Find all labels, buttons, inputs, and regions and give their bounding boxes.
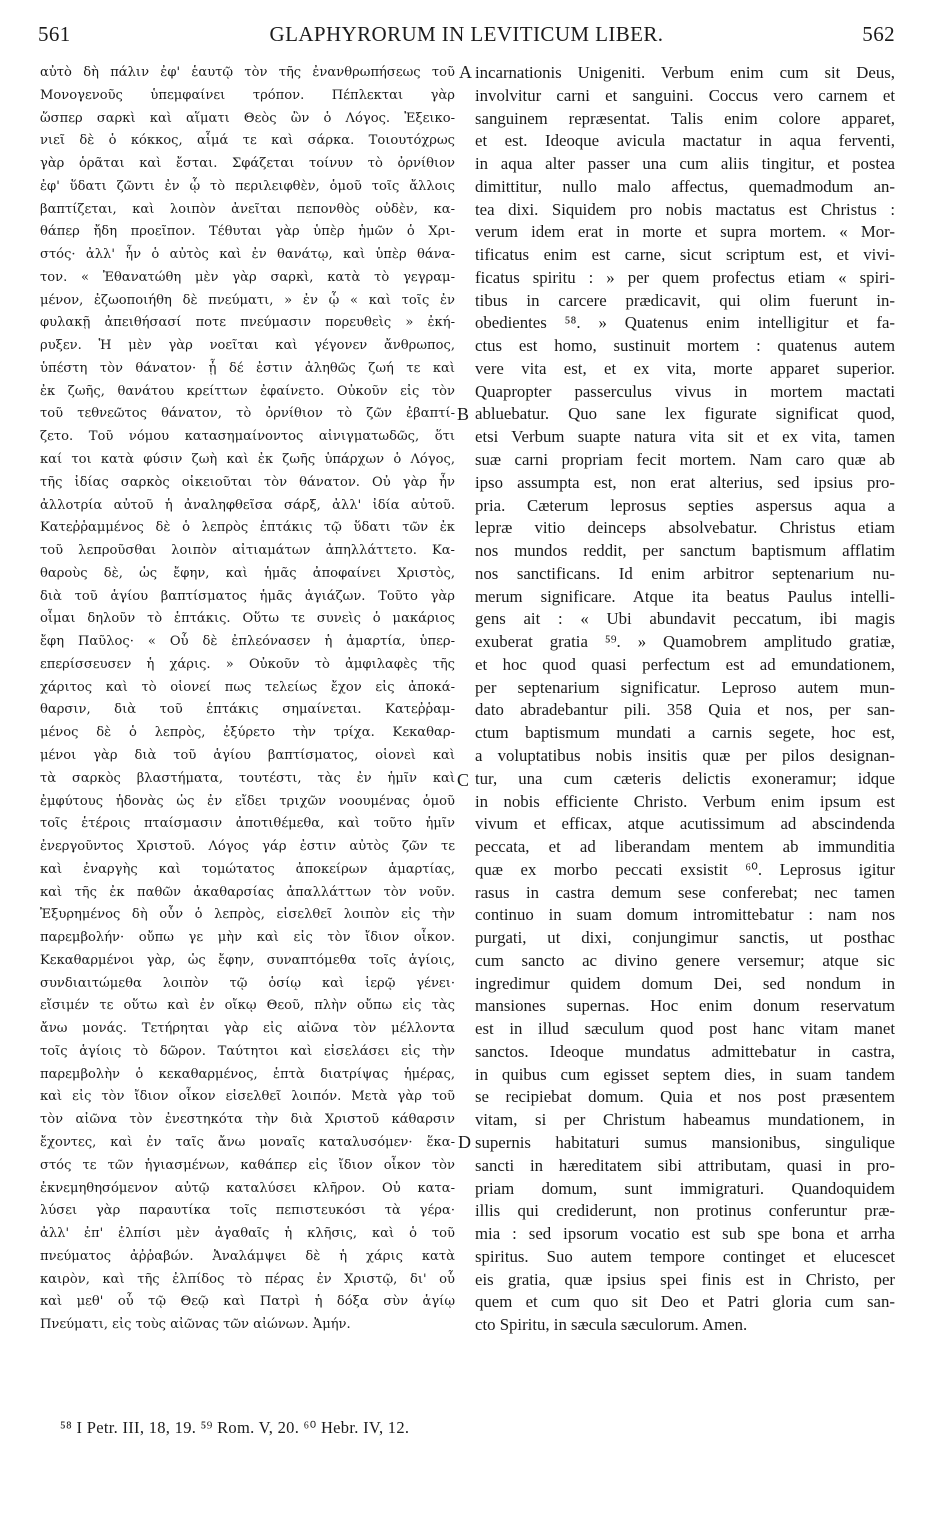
text-line: sanctos. Ideoque mundatus admittebatur in castra, xyxy=(475,1041,895,1061)
text-line: θαρσιν, διὰ τοῦ ἑπτάκις σημαίνεται. Κατεῤῥαμ- xyxy=(40,702,455,718)
text-line: στός· ἀλλ' ἦν ὁ αὐτὸς καὶ ἐν θανάτῳ, καὶ ὑπὲρ θάνα- xyxy=(40,247,455,263)
text-line: ἔφη Παῦλος· « Οὗ δὲ ἐπλεόνασεν ἡ ἁμαρτία, ὑπερ- xyxy=(40,634,455,650)
text-line: θάπερ ἤδη προεῖπον. Τέθυται γὰρ ὑπὲρ ἡμῶν ὁ Χρι- xyxy=(40,224,455,240)
text-line: καὶ εἰς τὸν ἴδιον οἶκον εἰσελθεῖ λοιπόν. Μετὰ γὰρ τοῦ xyxy=(40,1089,455,1105)
text-line: in aqua alter passer una cum aliis tingitur, et postea xyxy=(475,154,895,174)
text-line: ζετο. Τοῦ νόμου κατασημαίνοντος αἰνιγματωδῶς, ὅτι xyxy=(40,429,455,445)
text-line: νιεῖ δὲ ὁ κόκκος, αἷμά τε καὶ σάρκα. Τοιουτόχρως xyxy=(40,133,455,149)
text-line: lepræ vitio deinceps absolvebatur. Christus etiam xyxy=(475,518,895,538)
text-line: καιρὸν, καὶ τῆς ἐλπίδος τὸ πέρας ἐν Χριστῷ, δι' οὗ xyxy=(40,1271,455,1287)
margin-letter-c: C xyxy=(457,770,470,790)
text-line: οἶμαι δηλοῦν τὸ ἑπτάκις. Οὕτω τε συνεὶς ὁ μακάριος xyxy=(40,611,455,627)
text-line: συνδιαιτώμεθα λοιπὸν τῷ ὁσίῳ καὶ ἱερῷ γένει· xyxy=(40,975,455,991)
text-line: τὸν αἰῶνα τὸν ἐνεστηκότα τὴν διὰ Χριστοῦ κάθαρσιν xyxy=(40,1112,455,1128)
text-line: et hoc quod quasi perfectum est ad emundationem, xyxy=(475,654,895,674)
text-line: illis qui crediderunt, non protinus conferuntur præ- xyxy=(475,1201,895,1221)
text-line: Quapropter passerculus vivus in mortem mactati xyxy=(475,381,895,401)
text-line: cum sancto ac divino genere versemur; atque sic xyxy=(475,950,895,970)
text-line: αὐτὸ δὴ πάλιν ἐφ' ἑαυτῷ τὸν τῆς ἐνανθρωπήσεως τοῦ xyxy=(40,65,455,80)
text-line: abluebatur. Quo sane lex figurate significat quod, xyxy=(475,404,895,424)
text-line: pria. Cæterum leprosus septies aspersus aqua a xyxy=(475,495,895,515)
footnotes: ⁵⁸ I Petr. III, 18, 19. ⁵⁹ Rom. V, 20. ⁶⁰ Hebr. IV, 12. xyxy=(60,1418,410,1437)
text-line: στός τε τῶν ἡγιασμένων, καθάπερ εἰς ἴδιον οἶκον τὸν xyxy=(40,1157,455,1173)
text-line: vivum et efficax, atque acutissimum ad abscindenda xyxy=(475,814,895,834)
text-line: purgati, ut dixi, conjungimur sanctis, ut posthac xyxy=(475,928,895,948)
text-line: μένοι γὰρ διὰ τοῦ ἁγίου βαπτίσματος, οἱονεὶ καὶ xyxy=(40,747,455,763)
text-line: per septenarium significatur. Leproso autem mun- xyxy=(475,677,895,697)
text-line: tea dixi. Siquidem pro nobis mactatus est Christus : xyxy=(475,199,895,219)
text-line: τοῖς ἁγίοις τὸ δῶρον. Ταύτητοι καὶ εἰσελάσει εἰς τὴν xyxy=(40,1043,455,1059)
text-line: βαπτίζεται, καὶ λοιπὸν ἀνεῖται πεπονθὸς οὐδὲν, κα- xyxy=(40,201,455,217)
text-line: vitam, si per Christum habeamus mundationem, in xyxy=(475,1110,895,1130)
page-number-right: 562 xyxy=(862,22,895,46)
latin-text-column xyxy=(475,62,895,1337)
margin-letter-b: B xyxy=(457,404,470,424)
text-line: Κεκαθαρμένοι γὰρ, ὡς ἔφην, συναπτόμεθα τοῖς ἁγίοις, xyxy=(40,952,455,968)
text-line: ὥσπερ σαρκὶ καὶ αἵματι Θεὸς ὢν ὁ Λόγος. Ἐξεικο- xyxy=(40,110,455,126)
text-line: πνεύματος ἀῤῥαβών. Ἀναλάμψει δὲ ἡ χάρις κατὰ xyxy=(40,1248,455,1264)
text-line: mia : sed ipsorum vocatio est sub spe bona et arrha xyxy=(475,1224,895,1244)
text-line: suæ carni propriam fecit mortem. Nam caro quæ ab xyxy=(475,450,895,470)
text-line: μένον, ἐζωοποιήθη δὲ πνεύματι, » ἐν ᾧ « καὶ τοῖς ἐν xyxy=(40,292,455,308)
text-line: dato abradebantur pili. 358 Quia et nos, per san- xyxy=(475,700,895,720)
text-line: tificatus enim est carne, sicut scriptum est, et vivi- xyxy=(475,245,895,265)
text-line: tibus in carcere prædicavit, qui olim fuerunt in- xyxy=(475,290,895,310)
text-line: ἐκνεμηθησόμενον αὐτῷ καταλύσει κλῆρον. Οὐ κατα- xyxy=(40,1180,455,1196)
text-line: ficatus spiritu : » per quem profectus etiam « spiri- xyxy=(475,267,895,287)
text-line: quem et cum quo sit Deo et Patri gloria cum san- xyxy=(475,1292,895,1312)
text-line: obedientes ⁵⁸. » Quatenus enim intelligitur et fa- xyxy=(475,313,895,333)
text-line: Πνεύματι, εἰς τοὺς αἰῶνας τῶν αἰώνων. Ἀμήν. xyxy=(40,1317,351,1333)
text-line: mansiones supernas. Hoc enim donum reservatum xyxy=(475,996,895,1016)
text-line: sancti in hæreditatem sibi attributam, quasi in pro- xyxy=(475,1155,895,1175)
text-line: τον. « Ἐθανατώθη μὲν γὰρ σαρκὶ, κατὰ τὸ γεγραμ- xyxy=(40,269,455,285)
text-line: ingredimur quidem domum Dei, sed nondum in xyxy=(475,973,895,993)
text-line: φυλακῇ ἀπειθήσασί ποτε πνεύμασιν πορευθεὶς » ἐκή- xyxy=(40,315,455,331)
text-line: Κατεῤῥαμμένος δὲ ὁ λεπρὸς ἑπτάκις τῷ ὕδατι τῶν ἐκ xyxy=(40,520,455,536)
page-number-left: 561 xyxy=(38,22,71,46)
text-line: καὶ ἐναργὴς καὶ τομώτατος ἀποκείρων ἁμαρτίας, xyxy=(40,861,455,877)
text-line: παρεμβολήν· οὔπω γε μὴν καὶ εἰς τὸν ἴδιον οἶκον. xyxy=(40,930,455,946)
text-line: καὶ τῆς ἐκ παθῶν ἀκαθαρσίας ἀπαλλάττων τὸν νοῦν. xyxy=(40,884,455,900)
text-line: ἄνω μονάς. Τετήρηται γὰρ εἰς αἰῶνα τὸν μέλλοντα xyxy=(40,1021,455,1037)
text-line: in quibus cum egisset septem dies, in suam tandem xyxy=(475,1064,895,1084)
text-line: τῆς ἰδίας σαρκὸς οἰκειοῦται τὸν θάνατον. Οὐ γὰρ ἦν xyxy=(40,474,455,490)
margin-letter-a: A xyxy=(459,62,472,82)
text-line: τὰ σαρκὸς βλαστήματα, τουτέστι, τὰς ἐν ἡμῖν καὶ xyxy=(40,770,455,786)
text-line: ἔχοντες, καὶ ἐν ταῖς ἄνω μοναῖς καταλυσόμεν· ἕκα- xyxy=(40,1134,455,1150)
text-line: quæ ex morbo peccati exsistit ⁶⁰. Leprosus igitur xyxy=(475,859,895,879)
text-line: ἐνεργοῦντος Χριστοῦ. Λόγος γάρ ἐστιν αὐτὸς ζῶν τε xyxy=(40,839,455,855)
text-line: se recipiebat domum. Quia et nos post præsentem xyxy=(475,1087,895,1107)
text-line: διὰ τοῦ ἁγίου βαπτίσματος ἡμᾶς ἁγιάζων. Τοῦτο γὰρ xyxy=(40,588,455,604)
text-line: spiritus. Suo autem tempore continget et elucescet xyxy=(475,1246,895,1266)
text-line: nos sanctificans. Id enim arbitror septenarium nu- xyxy=(475,563,895,583)
text-line: ρυξεν. Ἡ μὲν γὰρ νοεῖται καὶ γέγονεν ἄνθρωπος, xyxy=(40,338,455,354)
text-line: et est. Ideoque avicula mactatur in aqua ferventi, xyxy=(475,131,895,151)
text-line: ctus est homo, sustinuit mortem : quatenus autem xyxy=(475,336,895,356)
text-line: παρεμβολὴν ὁ κεκαθαρμένος, ἑπτὰ διατρίψας ἡμέρας, xyxy=(40,1066,455,1082)
text-line: continuo in suam domum intromittebatur : nam nos xyxy=(475,905,895,925)
text-line: τοῦ λεπροῦσθαι λοιπὸν αἰτιαμάτων ἀπηλλάττετο. Κα- xyxy=(40,543,455,559)
text-line: cto Spiritu, in sæcula sæculorum. Amen. xyxy=(475,1315,748,1335)
text-line: λύσει γὰρ παραυτίκα τοῖς πεπιστευκόσι τὰ γέρα· xyxy=(40,1203,455,1219)
text-line: τοῦ τεθνεῶτος θάνατον, τὸ ὀρνίθιον τὸ ζῶν ἐβαπτί- xyxy=(40,406,455,422)
text-line: supernis habitaturi sumus mansionibus, singulique xyxy=(475,1132,895,1152)
text-line: Μονογενοῦς ὑπεμφαίνει τρόπον. Πέπλεκται γὰρ xyxy=(40,87,455,103)
text-line: επερίσσευσεν ἡ χάρις. » Οὐκοῦν τὸ ἀμφιλαφὲς τῆς xyxy=(40,656,455,672)
text-line: gens ait : « Ubi abundavit peccatum, ibi magis xyxy=(475,609,895,629)
text-line: in nobis efficiente Christo. Verbum enim ipsum est xyxy=(475,791,895,811)
text-line: ctum baptismum mundati a carnis segete, hoc est, xyxy=(475,723,895,743)
text-line: rasus in castra demum sese conferebat; nec tamen xyxy=(475,882,895,902)
text-line: dimittitur, nullo malo affectus, quemadmodum an- xyxy=(475,176,895,196)
text-line: peccata, et ad liberandam mentem ab immunditia xyxy=(475,837,895,857)
text-line: involvitur carni et sanguini. Coccus vero carnem et xyxy=(475,85,895,105)
text-line: χάριτος καὶ τὸ οἱονεί πως τελείως ἔχον εἰς ἀποκά- xyxy=(40,679,455,695)
text-line: καὶ μεθ' οὗ τῷ Θεῷ καὶ Πατρὶ ἡ δόξα σὺν ἁγίῳ xyxy=(40,1294,455,1310)
text-line: etsi Verbum suapte natura vita sit et ex vita, tamen xyxy=(475,427,895,447)
greek-text-column xyxy=(40,62,455,1337)
text-line: a voluptatibus nobis insitis quæ per pilos designan- xyxy=(475,745,895,765)
text-line: est in illud sæculum quod post hanc vitam manet xyxy=(475,1019,895,1039)
running-title: GLAPHYRORUM IN LEVITICUM LIBER. xyxy=(269,22,664,46)
text-line: merum significare. Atque ita beatus Paulus intelli- xyxy=(475,586,895,606)
text-line: Ἐξυρημένος δὴ οὖν ὁ λεπρὸς, εἰσελθεῖ λοιπὸν εἰς τὴν xyxy=(40,907,455,923)
text-line: nos mundos reddit, per sanctum baptismum afflatim xyxy=(475,541,895,561)
text-line: sanguinem repræsentat. Talis enim colore apparet, xyxy=(475,108,895,128)
text-line: verum idem erat in morte et supra mortem. « Mor- xyxy=(475,222,895,242)
text-line: ἐκ ζωῆς, θανάτου κρείττων ἐφαίνετο. Οὐκοῦν εἰς τὸν xyxy=(40,383,455,399)
running-header xyxy=(38,22,895,58)
text-line: εἴσιμέν τε οὕτω καὶ ἐν οἴκῳ Θεοῦ, πλὴν οὔπω εἰς τὰς xyxy=(40,998,455,1014)
margin-letter-d: D xyxy=(458,1132,471,1152)
text-line: exuberat gratia ⁵⁹. » Quamobrem amplitudo gratiæ, xyxy=(475,632,895,652)
text-line: ἐμφύτους ἡδονὰς ὡς ἐν εἴδει τριχῶν νοουμένας ὁμοῦ xyxy=(40,793,455,809)
text-line: τοῖς ἑτέροις πταίσμασιν ἀποτιθέμεθα, καὶ τοῦτο ἡμῖν xyxy=(40,816,455,832)
text-line: θαροὺς δὲ, ὡς ἔφην, καὶ ἡμᾶς ἀποφαίνει Χριστὸς, xyxy=(40,565,455,581)
text-line: incarnationis Unigeniti. Verbum enim cum sit Deus, xyxy=(475,63,895,82)
text-line: eis gratia, quæ ipsius spei finis est in Christo, per xyxy=(475,1269,895,1289)
text-line: ἀλλοτρία αὐτοῦ ἡ ἀναληφθεῖσα σάρξ, ἀλλ' ἰδία αὐτοῦ. xyxy=(40,497,455,513)
text-line: vere vita est, et ex vita, morte apparet superior. xyxy=(475,358,895,378)
text-line: priam domum, sunt immigraturi. Quandoquidem xyxy=(475,1178,895,1198)
text-line: γὰρ ὁρᾶται καὶ ἔσται. Σφάζεται τοίνυν τὸ ὀρνίθιον xyxy=(40,156,455,172)
text-line: ἀλλ' ἐπ' ἐλπίσι μὲν ἀγαθαῖς ἡ κλῆσις, καὶ ὁ τοῦ xyxy=(40,1226,455,1242)
text-line: καί τοι κατὰ φύσιν ζωὴ καὶ ἐκ ζωῆς ὑπάρχων ὁ Λόγος, xyxy=(40,452,455,468)
text-line: ipso assumpta est, non erat alterius, sed ipsius pro- xyxy=(475,472,895,492)
text-line: tur, una cum cæteris delictis exoneramur; idque xyxy=(475,768,895,788)
text-line: μένος δὲ ὁ λεπρὸς, ἐξύρετο τὴν τρίχα. Κεκαθαρ- xyxy=(40,725,455,741)
text-line: ὑπέστη τὸν θάνατον· ᾗ δέ ἐστιν ἀληθῶς ζωή τε καὶ xyxy=(40,360,455,376)
text-line: ἐφ' ὕδατι ζῶντι ἐν ᾧ τὸ περιλειφθὲν, ὁμοῦ τοῖς ἄλλοις xyxy=(40,178,455,194)
